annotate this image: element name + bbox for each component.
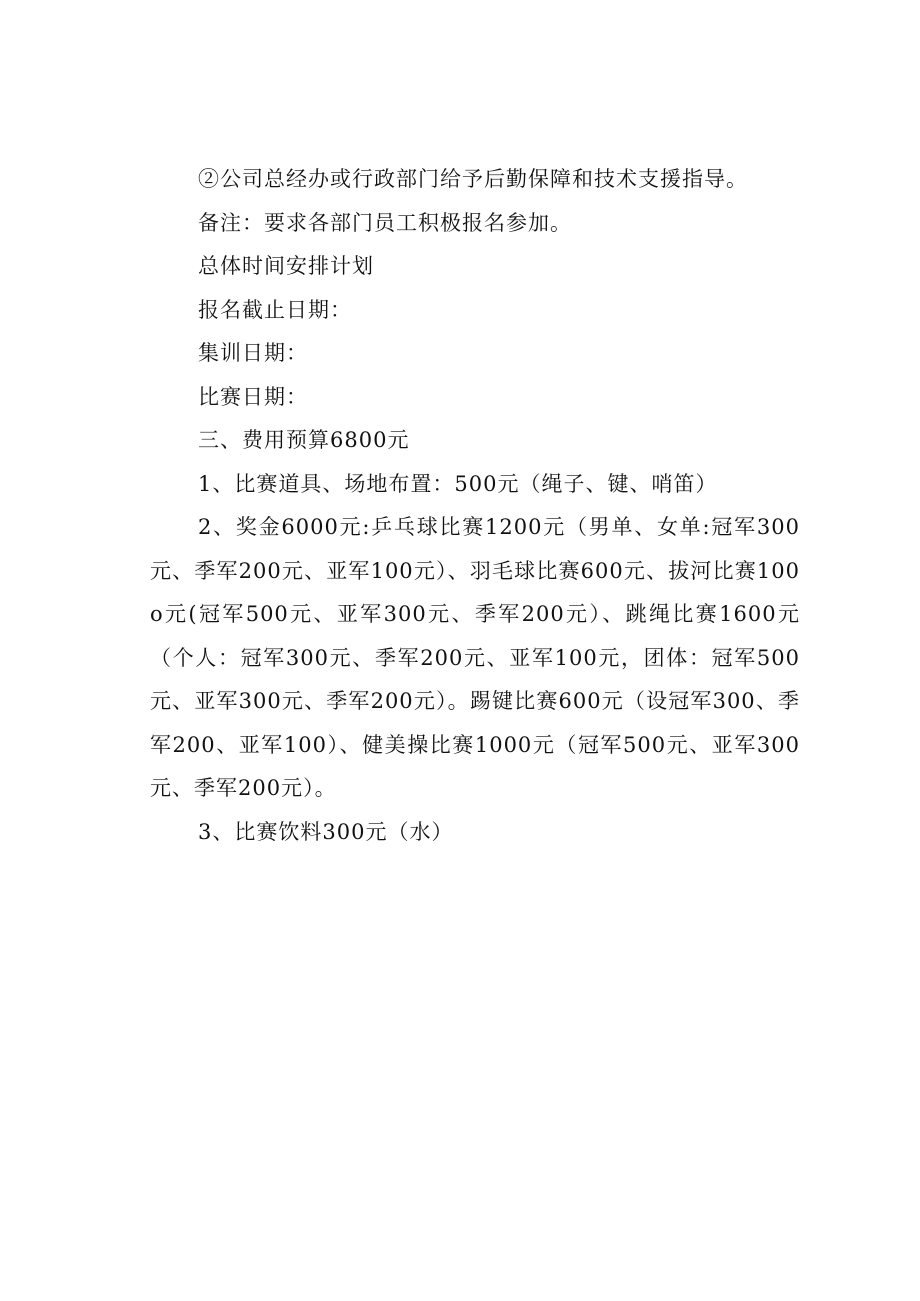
paragraph-training-date: 集训日期： [198, 341, 308, 365]
paragraph-registration-deadline: 报名截止日期： [198, 297, 352, 322]
paragraph-budget-heading: 三、费用预算6800元 [198, 428, 410, 452]
paragraph-logistics-support: ②公司总经办或行政部门给予后勤保障和技术支援指导。 [198, 167, 748, 191]
paragraph-competition-date: 比赛日期： [198, 384, 308, 409]
paragraph-budget-prizes: 2、奖金6000元:乒乓球比赛1200元（男单、女单:冠军300元、季军200元、亚军100元）、羽毛球比赛600元、拔河比赛100o元(冠军500元、亚军300元、季军200元）、跳绳比赛1600元（个人：冠军300元、季军200元、亚军100元，团体：冠军500元、亚军300元、季军200元）。踢键比赛600元（设冠军300、季军200、亚军100）、健美操比赛1000元（冠军500元、亚军300元、季军200元）。 [150, 515, 800, 800]
document-body [150, 158, 800, 854]
paragraph-remark: 备注：要求各部门员工积极报名参加。 [198, 210, 572, 235]
paragraph-budget-props: 1、比赛道具、场地布置：500元（绳子、键、哨笛） [198, 471, 718, 496]
paragraph-budget-drinks: 3、比赛饮料300元（水） [198, 819, 454, 844]
paragraph-schedule-heading: 总体时间安排计划 [198, 254, 374, 278]
